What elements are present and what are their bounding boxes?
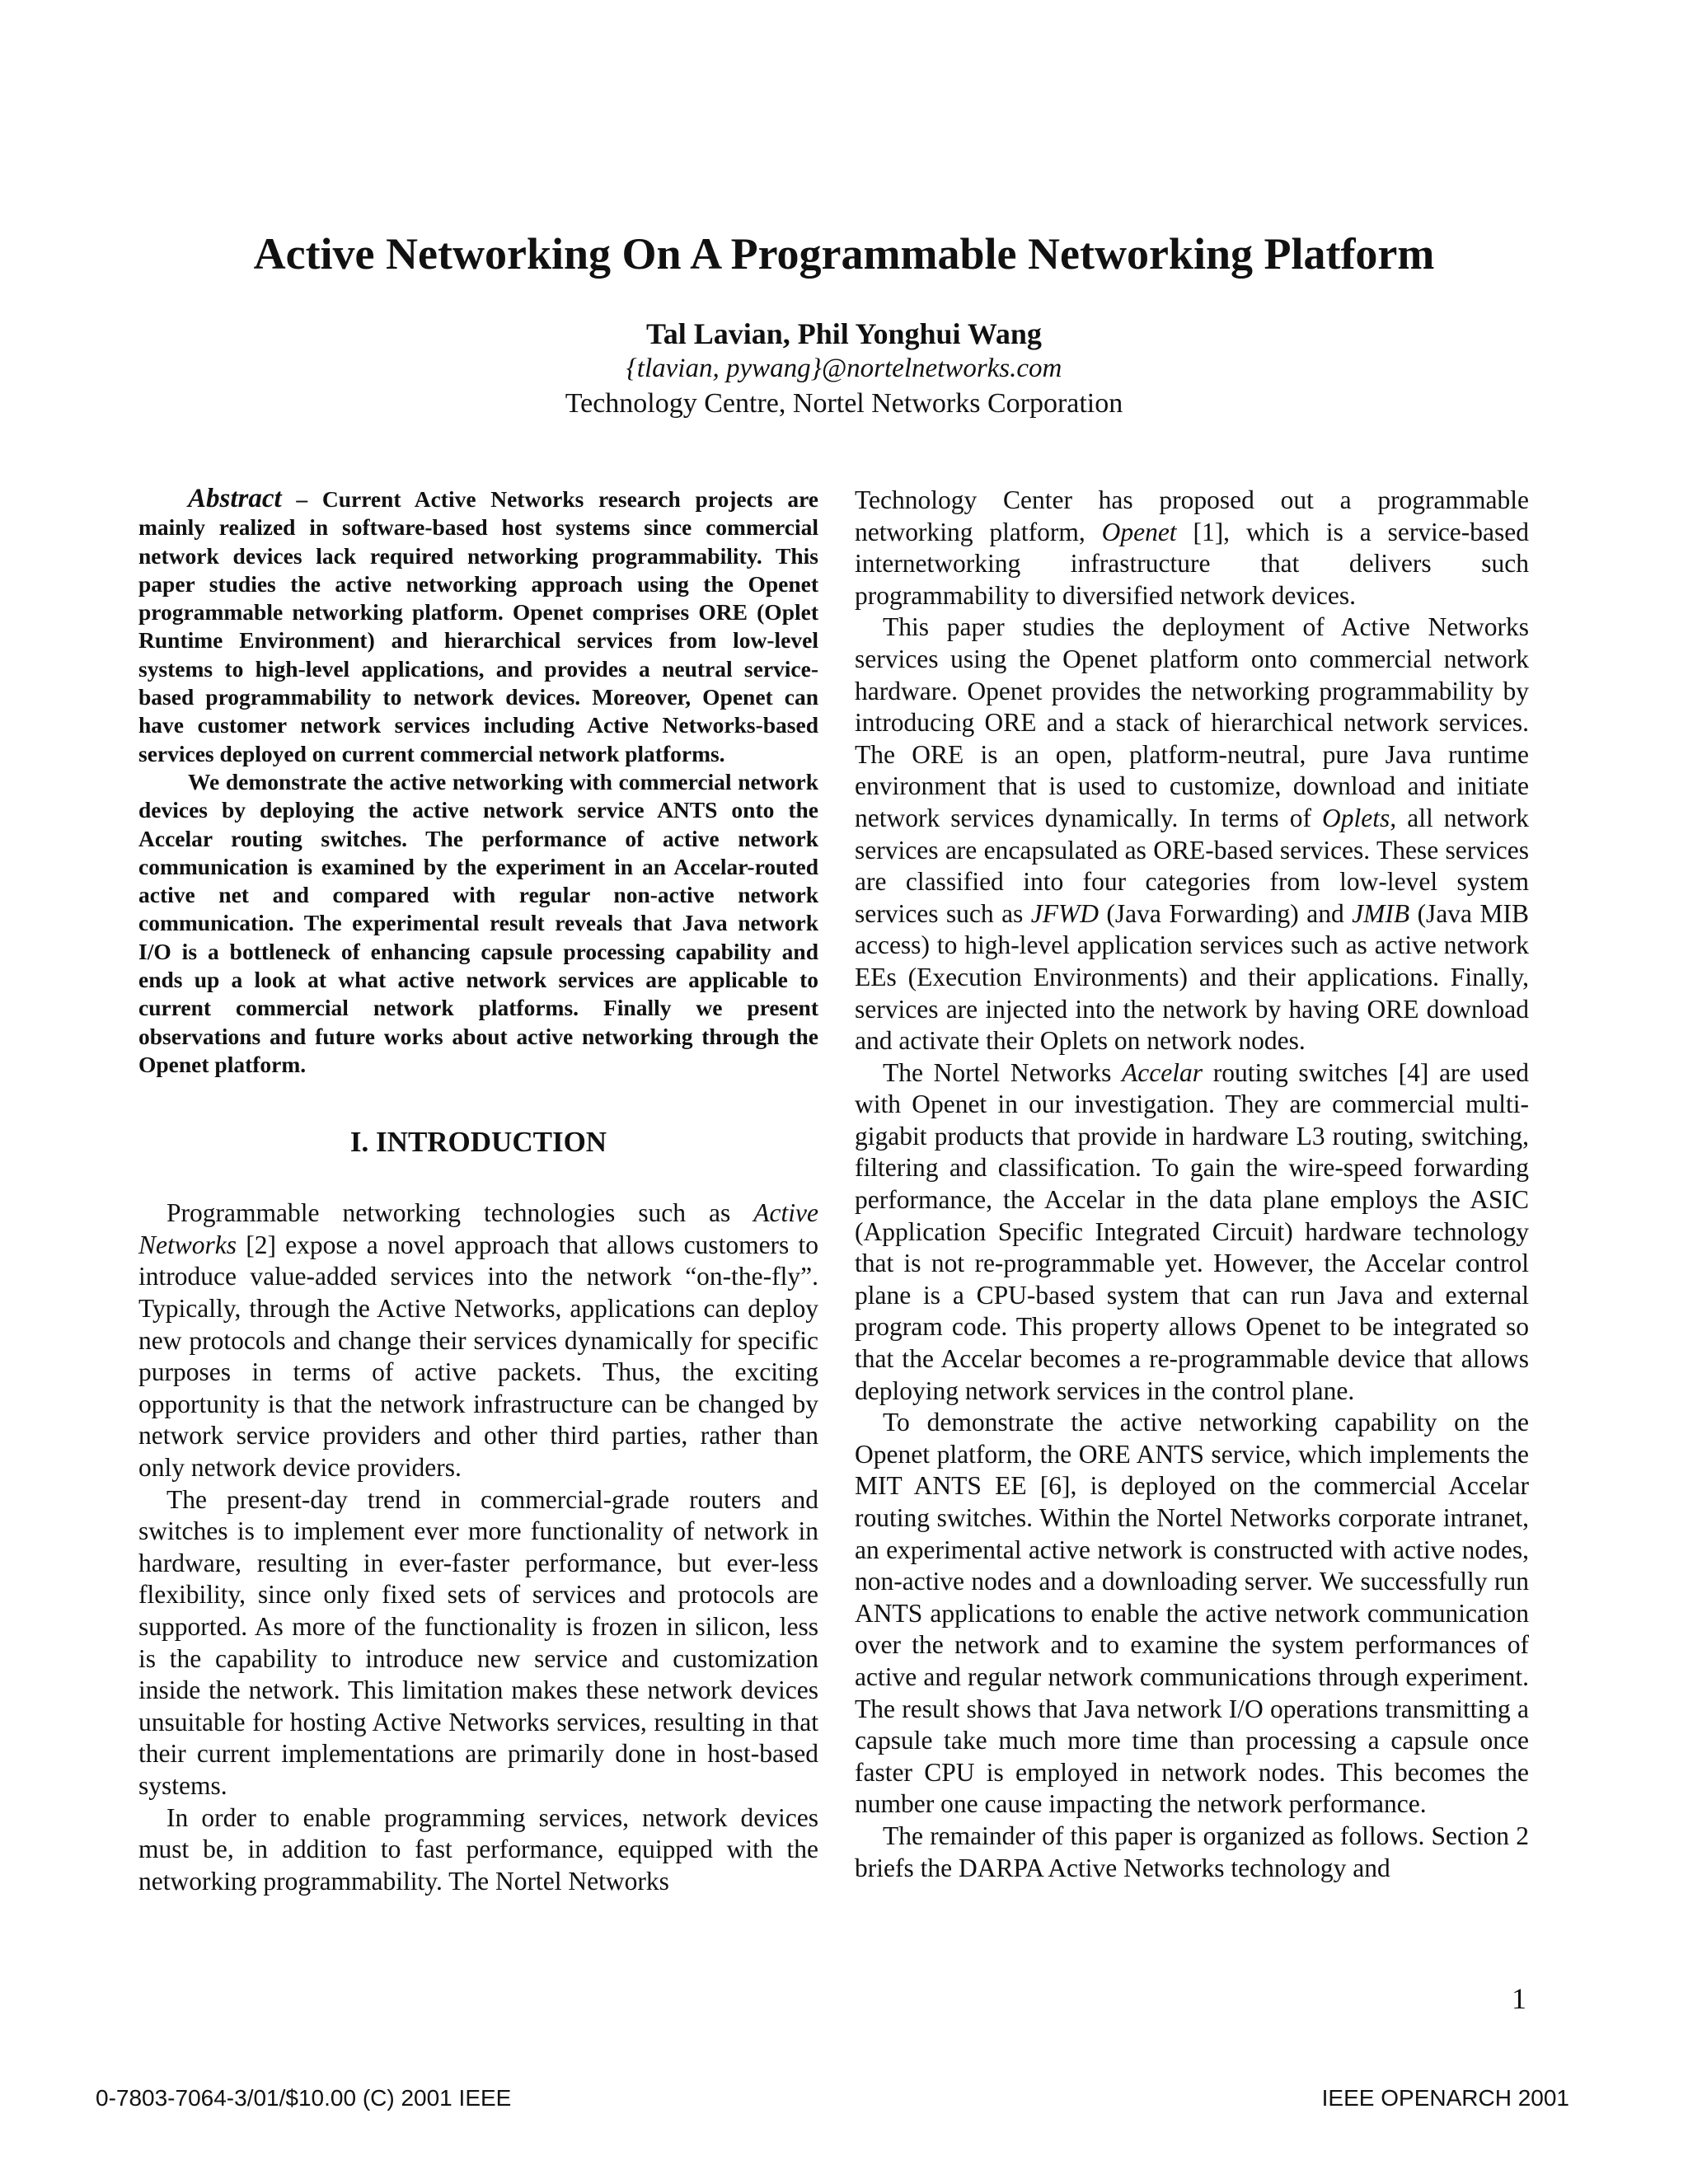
abstract-dash: –: [281, 486, 322, 512]
abstract: [138, 485, 818, 1079]
body-paragraph: In order to enable programming services, network devices must be, in addition to fast performance, equipped with the networking programmability. The Nortel Networks: [138, 1802, 818, 1896]
paper-title: Active Networking On A Programmable Networking Platform: [253, 229, 1435, 279]
author-emails: {tlavian, pywang}@nortelnetworks.com: [626, 354, 1062, 383]
body-paragraph: The remainder of this paper is organized as follows. Section 2 briefs the DARPA Active Networks technology and: [855, 1821, 1529, 1882]
abstract-paragraph: We demonstrate the active networking with commercial network devices by deploying the active network service ANTS onto the Accelar routing switches. The performance of active network communication is examined by the experiment in an Accelar-routed active net and compared with regular non-active network communication. The experimental result reveals that Java network I/O is a bottleneck of enhancing capsule processing capability and ends up a look at what active network services are applicable to current commercial network platforms. Finally we present observations and future works about active networking through the Openet platform.: [138, 768, 818, 1077]
abstract-label: Abstract: [188, 484, 282, 513]
section-heading-introduction: I. INTRODUCTION: [349, 1126, 607, 1159]
right-column: [855, 485, 1529, 1884]
abstract-paragraph: [138, 485, 818, 768]
intro-body-left: [138, 1197, 818, 1897]
body-paragraph: To demonstrate the active networking capability on the Openet platform, the ORE ANTS service, which implements the MIT ANTS EE [6], is deployed on the commercial Accelar routing switches. Within the Nortel Networks corporate intranet, an experimental active network is constructed with active nodes, non-active nodes and a downloading server. We successfully run ANTS applications to enable the active network communication over the network and to examine the system performances of active and regular network communications through experiment. The result shows that Java network I/O operations transmitting a capsule take much more time than processing a capsule once faster CPU is employed in network nodes. This becomes the number one cause impacting the network performance.: [855, 1408, 1529, 1819]
author-affiliation: Technology Centre, Nortel Networks Corporation: [565, 388, 1123, 419]
body-paragraph: Technology Center has proposed out a programmable networking platform, Openet [1], which is a service-based internetworking infrastructure that delivers such programmability to diversified network devices.: [855, 485, 1529, 610]
body-paragraph: Programmable networking technologies such as Active Networks [2] expose a novel approach that allows customers to introduce value-added services into the network “on-the-fly”. Typically, through the Active Networks, applications can deploy new protocols and change their services dynamically for specific purposes in terms of active packets. Thus, the exciting opportunity is that the network infrastructure can be changed by network service providers and other third parties, rather than only network device providers.: [138, 1198, 818, 1482]
page-number: 1: [1512, 1982, 1526, 2015]
footer-venue: IEEE OPENARCH 2001: [1321, 2085, 1569, 2111]
body-paragraph: This paper studies the deployment of Active Networks services using the Openet platform onto commercial network hardware. Openet provides the networking programmability by introducing ORE and a stack of hierarchical network services. The ORE is an open, platform-neutral, pure Java runtime environment that is used to customize, download and initiate network services dynamically. In terms of Oplets, all network services are encapsulated as ORE-based services. These services are classified into four categories from low-level system services such as JFWD (Java Forwarding) and JMIB (Java MIB access) to high-level application services such as active network EEs (Execution Environments) and their applications. Finally, services are injected into the network by having ORE download and activate their Oplets on network nodes.: [855, 612, 1529, 1056]
left-column: [138, 485, 818, 1897]
body-paragraph: The Nortel Networks Accelar routing switches [4] are used with Openet in our investigation. They are commercial multi-gigabit products that provide in hardware L3 routing, switching, filtering and classification. To gain the wire-speed forwarding performance, the Accelar in the data plane employs the ASIC (Application Specific Integrated Circuit) hardware technology that is not re-programmable yet. However, the Accelar control plane is a CPU-based system that can run Java and external program code. This property allows Openet to be integrated so that the Accelar becomes a re-programmable device that allows deploying network services in the control plane.: [855, 1057, 1529, 1405]
body-paragraph: The present-day trend in commercial-grade routers and switches is to implement ever more functionality of network in hardware, resulting in ever-faster performance, but ever-less flexibility, since only fixed sets of services and protocols are supported. As more of the functionality is frozen in silicon, less is the capability to introduce new service and customization inside the network. This limitation makes these network devices unsuitable for hosting Active Networks services, resulting in that their current implementations are primarily done in host-based systems.: [138, 1484, 818, 1800]
abstract-text: Current Active Networks research projects are mainly realized in software-based host systems since commercial network devices lack required networking programmability. This paper studies the active networking approach using the Openet programmable networking platform. Openet comprises ORE (Oplet Runtime Environment) and hierarchical services from low-level systems to high-level applications, and provides a neutral service-based programmability to network devices. Moreover, Openet can have customer network services including Active Networks-based services deployed on current commercial network platforms.: [138, 486, 818, 766]
footer-copyright: 0-7803-7064-3/01/$10.00 (C) 2001 IEEE: [96, 2085, 512, 2111]
author-names: Tal Lavian, Phil Yonghui Wang: [646, 317, 1042, 350]
